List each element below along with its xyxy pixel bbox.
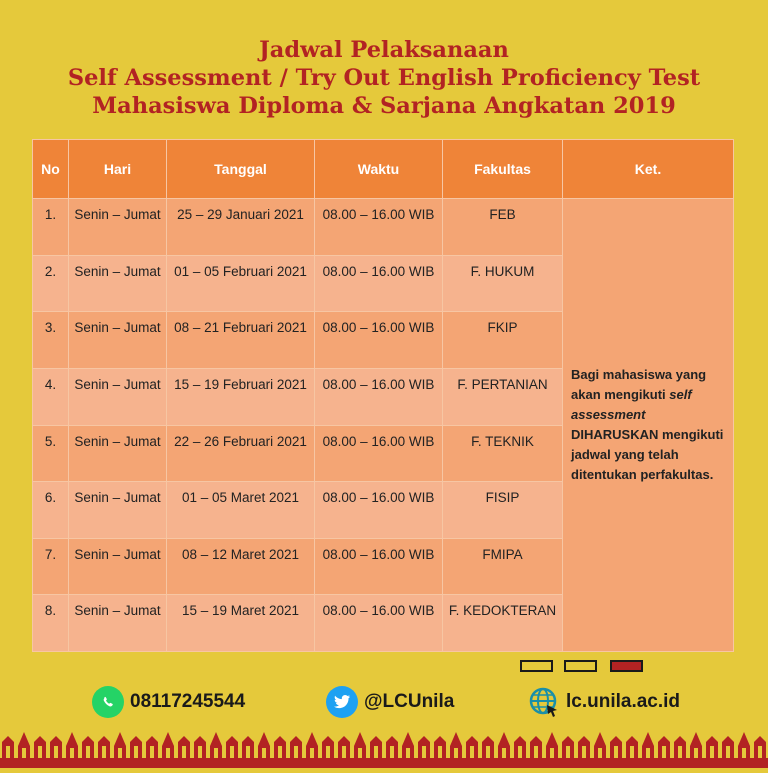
- cell-tanggal: 25 – 29 Januari 2021: [167, 199, 315, 256]
- cell-hari: Senin – Jumat: [69, 425, 167, 482]
- twitter-handle: @LCUnila: [364, 691, 455, 712]
- cell-no: 6.: [33, 482, 69, 539]
- cell-hari: Senin – Jumat: [69, 538, 167, 595]
- cell-no: 7.: [33, 538, 69, 595]
- cell-waktu: 08.00 – 16.00 WIB: [315, 425, 443, 482]
- cell-waktu: 08.00 – 16.00 WIB: [315, 199, 443, 256]
- header-ket: Ket.: [563, 140, 734, 199]
- cell-waktu: 08.00 – 16.00 WIB: [315, 312, 443, 369]
- twitter-icon: [326, 686, 358, 718]
- cell-tanggal: 01 – 05 Maret 2021: [167, 482, 315, 539]
- cell-waktu: 08.00 – 16.00 WIB: [315, 255, 443, 312]
- title-line-3: Mahasiswa Diploma & Sarjana Angkatan 2019: [92, 93, 676, 119]
- cell-hari: Senin – Jumat: [69, 199, 167, 256]
- header-waktu: Waktu: [315, 140, 443, 199]
- cell-waktu: 08.00 – 16.00 WIB: [315, 482, 443, 539]
- table-header-row: [33, 140, 734, 199]
- cell-fakultas: FMIPA: [443, 538, 563, 595]
- page-title: [0, 36, 768, 120]
- cell-tanggal: 08 – 12 Maret 2021: [167, 538, 315, 595]
- cell-hari: Senin – Jumat: [69, 368, 167, 425]
- schedule-table-container: [32, 139, 733, 652]
- cell-fakultas: F. KEDOKTERAN: [443, 595, 563, 652]
- cell-tanggal: 22 – 26 Februari 2021: [167, 425, 315, 482]
- whatsapp-icon: [92, 686, 124, 718]
- cell-no: 4.: [33, 368, 69, 425]
- ket-note: [563, 199, 734, 652]
- cell-hari: Senin – Jumat: [69, 255, 167, 312]
- schedule-table: [32, 139, 734, 652]
- website-url: lc.unila.ac.id: [566, 691, 681, 712]
- whatsapp-contact[interactable]: [92, 684, 245, 720]
- table-row: [33, 199, 734, 256]
- tapis-pattern: [0, 722, 768, 768]
- cell-fakultas: FKIP: [443, 312, 563, 369]
- pager-dot-1[interactable]: [520, 660, 553, 672]
- whatsapp-number: 08117245544: [130, 691, 246, 712]
- header-tanggal: Tanggal: [167, 140, 315, 199]
- header-hari: Hari: [69, 140, 167, 199]
- cell-waktu: 08.00 – 16.00 WIB: [315, 538, 443, 595]
- cell-fakultas: F. HUKUM: [443, 255, 563, 312]
- decorative-border: [0, 722, 768, 768]
- ket-note-part1: Bagi mahasiswa yang akan mengikuti: [571, 367, 707, 402]
- cell-hari: Senin – Jumat: [69, 312, 167, 369]
- website-contact[interactable]: [528, 684, 680, 720]
- cell-hari: Senin – Jumat: [69, 482, 167, 539]
- cell-tanggal: 01 – 05 Februari 2021: [167, 255, 315, 312]
- pager-dot-3[interactable]: [610, 660, 643, 672]
- cell-tanggal: 15 – 19 Februari 2021: [167, 368, 315, 425]
- header-no: No: [33, 140, 69, 199]
- cell-waktu: 08.00 – 16.00 WIB: [315, 368, 443, 425]
- cell-no: 8.: [33, 595, 69, 652]
- twitter-contact[interactable]: [326, 684, 454, 720]
- cell-no: 5.: [33, 425, 69, 482]
- cell-tanggal: 08 – 21 Februari 2021: [167, 312, 315, 369]
- title-line-1: Jadwal Pelaksanaan: [259, 37, 509, 63]
- cell-no: 2.: [33, 255, 69, 312]
- cell-waktu: 08.00 – 16.00 WIB: [315, 595, 443, 652]
- globe-icon: [528, 686, 560, 718]
- cell-fakultas: F. TEKNIK: [443, 425, 563, 482]
- cell-hari: Senin – Jumat: [69, 595, 167, 652]
- cell-no: 1.: [33, 199, 69, 256]
- ket-note-part2: DIHARUSKAN mengikuti jadwal yang telah ditentukan perfakultas.: [571, 427, 724, 482]
- cell-fakultas: FEB: [443, 199, 563, 256]
- cell-fakultas: F. PERTANIAN: [443, 368, 563, 425]
- cell-tanggal: 15 – 19 Maret 2021: [167, 595, 315, 652]
- ket-note-italic: self assessment: [571, 387, 692, 422]
- cell-fakultas: FISIP: [443, 482, 563, 539]
- pager-dot-2[interactable]: [564, 660, 597, 672]
- cell-no: 3.: [33, 312, 69, 369]
- title-line-2: Self Assessment / Try Out English Proficiency Test: [67, 65, 701, 91]
- header-fakultas: Fakultas: [443, 140, 563, 199]
- contact-footer: [0, 684, 768, 724]
